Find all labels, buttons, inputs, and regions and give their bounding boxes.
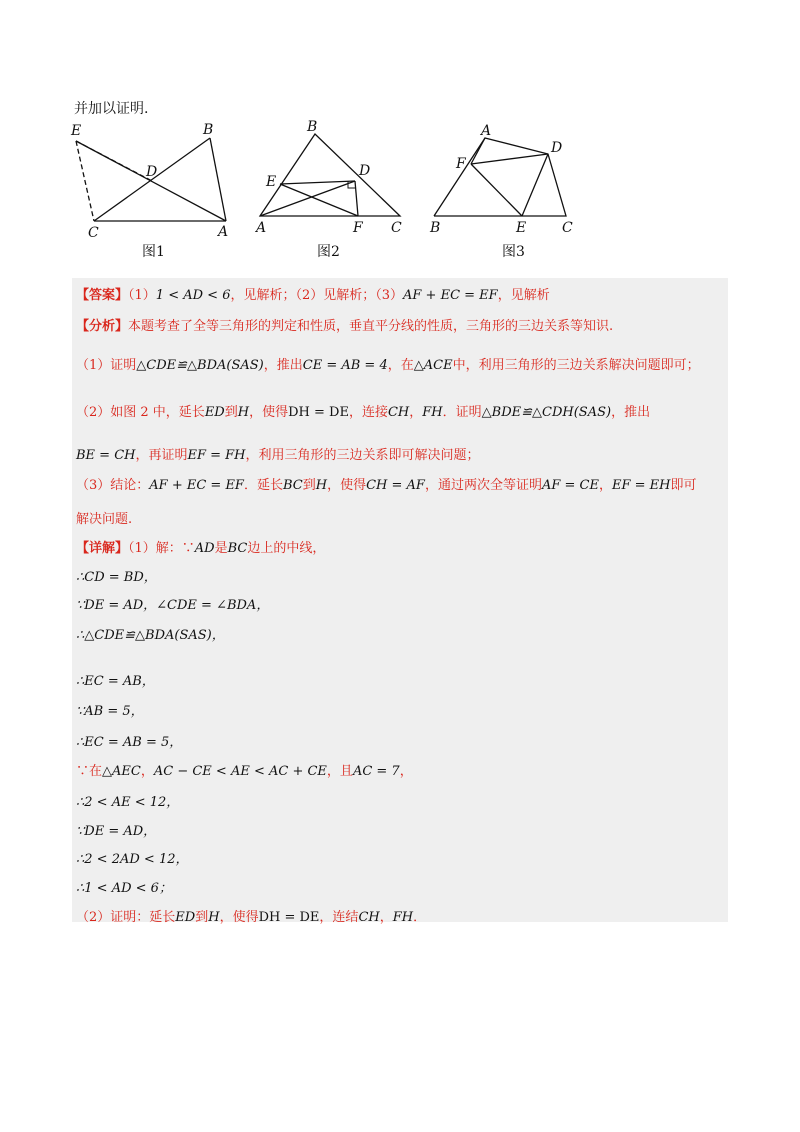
detail-step-3: ∴△CDE≌△BDA(SAS)，: [76, 628, 225, 643]
detail-step-6: ∴EC = AB = 5，: [76, 735, 183, 750]
fig3-caption: 图3: [502, 244, 525, 260]
fig3-quad-BADC: [434, 138, 566, 216]
fig2-label-D: D: [359, 163, 371, 179]
fig3-segment-FE: [471, 164, 522, 216]
figure-3: [434, 138, 566, 216]
fig3-segment-ED: [522, 154, 548, 216]
fig1-label-E: E: [71, 123, 82, 139]
fig2-segment-DF: [355, 181, 358, 216]
answer-math-3: AF + EC = EF: [403, 288, 498, 303]
fig2-caption: 图2: [317, 244, 340, 260]
figure-2: [260, 134, 400, 216]
fig2-label-F: F: [353, 220, 363, 236]
intro-text: 并加以证明.: [74, 101, 149, 117]
fig1-label-D: D: [146, 164, 158, 180]
fig1-dashed-ED: [76, 141, 152, 181]
fig3-segment-AF: [471, 138, 485, 164]
fig3-label-A: A: [481, 123, 492, 139]
detail-step-10: ∴2 < 2AD < 12，: [76, 852, 189, 867]
detail-step-2: ∵DE = AD，∠CDE = ∠BDA，: [76, 598, 270, 613]
fig2-label-E: E: [266, 174, 277, 190]
detail-part-2: （2）证明：延长ED到H，使得DH = DE，连结CH，FH．: [76, 910, 427, 925]
analysis-line-2: （2）如图 2 中，延长ED到H，使得DH = DE，连接CH，FH．证明△BDE≌△CDH(SAS)，推出: [76, 405, 651, 420]
fig1-label-C: C: [88, 225, 99, 241]
analysis-line: 【分析】本题考查了全等三角形的判定和性质，垂直平分线的性质，三角形的三边关系等知识.: [76, 319, 614, 334]
fig1-caption: 图1: [142, 244, 165, 260]
fig1-label-B: B: [203, 122, 214, 138]
detail-step-9: ∵DE = AD，: [76, 824, 157, 839]
detail-tag: 【详解】: [76, 541, 129, 556]
analysis-line-5: 解决问题.: [76, 512, 133, 527]
fig3-segment-FD: [471, 154, 548, 164]
fig3-label-E: E: [516, 220, 527, 236]
detail-step-4: ∴EC = AB，: [76, 674, 155, 689]
detail-step-8: ∴2 < AE < 12，: [76, 795, 180, 810]
detail-step-1: ∴CD = BD，: [76, 570, 157, 585]
geometry-figures: [60, 118, 620, 263]
fig3-label-B: B: [430, 220, 441, 236]
detail-step-11: ∴1 < AD < 6；: [76, 881, 172, 896]
fig2-segment-ED: [280, 181, 355, 184]
answer-line: 【答案】（1）1 < AD < 6，见解析；（2）见解析；（3）AF + EC = EF，见解析: [76, 288, 550, 303]
fig1-segment-BA: [210, 138, 226, 221]
analysis-tag: 【分析】: [76, 319, 129, 334]
fig2-label-C: C: [391, 220, 402, 236]
detail-step-5: ∵AB = 5，: [76, 704, 144, 719]
fig2-triangle-ABC: [260, 134, 400, 216]
fig1-dashed-EC: [76, 141, 94, 221]
answer-tag: 【答案】: [76, 288, 129, 303]
detail-line-1: 【详解】（1）解：∵AD是BC边上的中线，: [76, 541, 326, 556]
analysis-line-3: BE = CH，再证明EF = FH，利用三角形的三边关系即可解决问题；: [76, 448, 480, 463]
fig1-label-A: A: [218, 224, 229, 240]
fig3-label-D: D: [551, 140, 563, 156]
detail-step-7: ∵在△AEC，AC − CE < AE < AC + CE，且AC = 7，: [76, 764, 413, 779]
analysis-line-1: （1）证明△CDE≌△BDA(SAS)，推出CE = AB = 4，在△ACE中，利用三角形的三边关系解决问题即可；: [76, 358, 700, 373]
fig2-label-B: B: [307, 119, 318, 135]
fig2-label-A: A: [256, 220, 267, 236]
fig3-label-F: F: [456, 156, 466, 172]
fig3-label-C: C: [562, 220, 573, 236]
figures-area: [60, 118, 620, 263]
answer-math-1: 1 < AD < 6: [155, 288, 231, 303]
fig2-segment-EF: [280, 184, 358, 216]
analysis-line-4: （3）结论：AF + EC = EF．延长BC到H，使得CH = AF，通过两次全等证明AF = CE，EF = EH即可: [76, 478, 697, 493]
